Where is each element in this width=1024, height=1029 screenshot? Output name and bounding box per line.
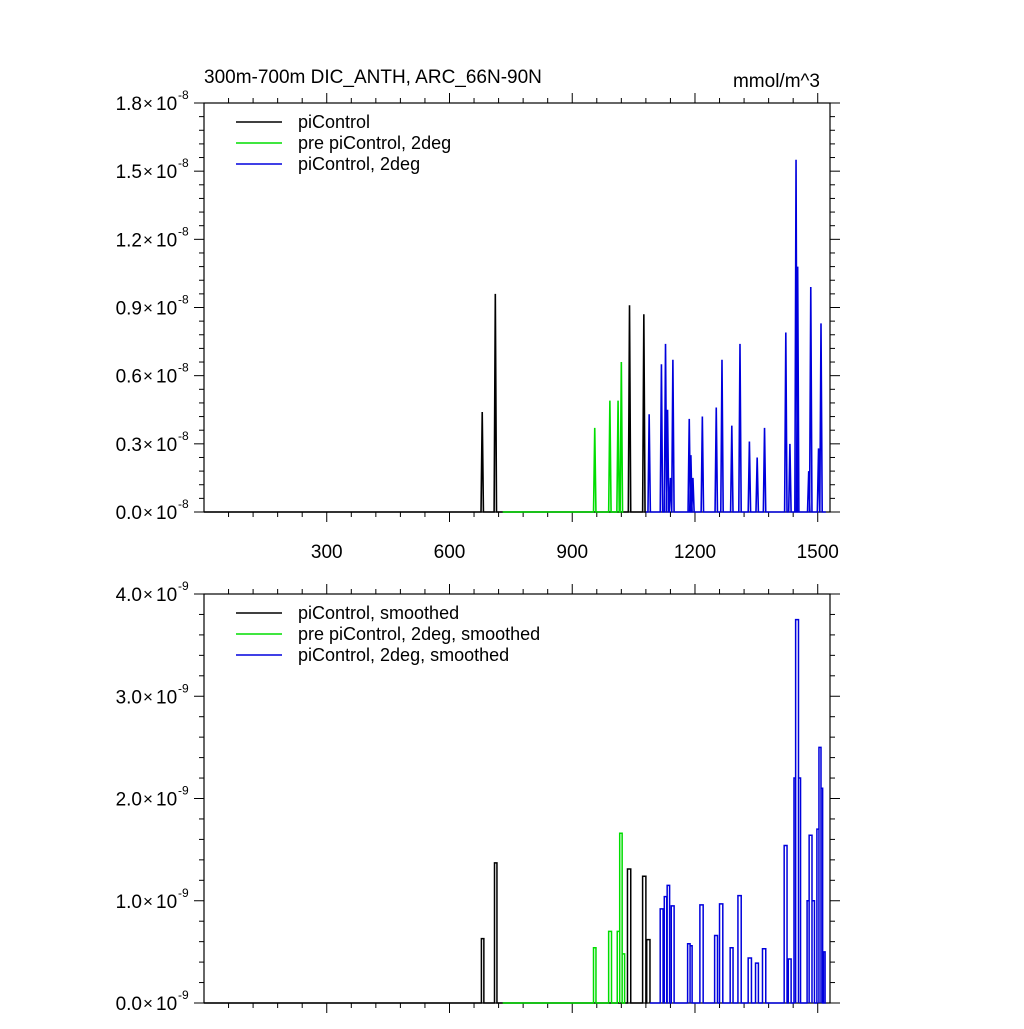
y-tick-base: 10 — [156, 434, 178, 456]
series-line — [204, 294, 646, 512]
y-tick-base: 10 — [156, 366, 178, 388]
y-tick-exponent: -9 — [178, 681, 189, 696]
x-tick-label: 1500 — [796, 542, 839, 563]
y-tick-exponent: -8 — [178, 497, 189, 511]
series-line — [503, 833, 625, 1003]
legend-label: piControl — [298, 112, 371, 132]
y-tick-label: 1.2 — [115, 230, 142, 252]
y-tick-times: × — [143, 994, 153, 1013]
top-panel — [116, 88, 840, 563]
x-tick-label: 300 — [310, 542, 343, 563]
y-tick-times: × — [143, 503, 153, 522]
legend-label: piControl, 2deg — [298, 154, 421, 174]
y-tick-label: 4.0 — [115, 585, 142, 606]
y-tick-times: × — [143, 891, 153, 911]
x-tick-label: 1200 — [673, 542, 717, 563]
series-1 — [503, 833, 625, 1003]
y-tick-base: 10 — [156, 687, 178, 709]
y-tick-times: × — [143, 162, 153, 182]
y-tick-base: 10 — [156, 162, 178, 184]
series-1 — [503, 362, 623, 512]
series-line — [204, 863, 650, 1003]
y-tick-times: × — [143, 366, 153, 386]
legend-label: piControl, smoothed — [298, 603, 460, 623]
y-tick-times: × — [143, 230, 153, 250]
y-tick-times: × — [143, 298, 153, 318]
y-tick-base: 10 — [156, 585, 178, 606]
y-tick-exponent: -8 — [178, 224, 189, 239]
series-2 — [646, 160, 826, 512]
y-tick-times: × — [143, 434, 153, 454]
series-0 — [204, 863, 650, 1003]
y-tick-label: 3.0 — [115, 687, 142, 709]
y-tick-exponent: -9 — [178, 988, 189, 1002]
legend-label: pre piControl, 2deg, smoothed — [298, 624, 541, 644]
y-tick-exponent: -8 — [178, 292, 189, 307]
series-0 — [204, 294, 646, 512]
legend-label: pre piControl, 2deg — [298, 133, 452, 153]
y-tick-exponent: -9 — [178, 783, 189, 798]
y-tick-label: 1.0 — [115, 891, 142, 913]
y-tick-label: 1.5 — [115, 162, 142, 184]
y-tick-base: 10 — [156, 994, 178, 1015]
y-tick-label: 0.3 — [115, 434, 142, 456]
y-tick-times: × — [143, 687, 153, 707]
chart-title: 300m-700m DIC_ANTH, ARC_66N-90N — [204, 67, 542, 88]
units-label: mmol/m^3 — [732, 71, 820, 92]
series-2 — [650, 620, 826, 1003]
bottom-panel — [116, 579, 840, 1015]
y-tick-label: 2.0 — [115, 789, 142, 811]
series-line — [646, 160, 826, 512]
y-tick-base: 10 — [156, 298, 178, 320]
x-tick-label: 900 — [556, 542, 589, 563]
y-tick-base: 10 — [156, 789, 178, 811]
series-line — [650, 620, 826, 1003]
y-tick-label: 0.0 — [115, 994, 142, 1015]
y-tick-exponent: -8 — [178, 428, 189, 443]
y-tick-base: 10 — [156, 503, 178, 524]
series-line — [503, 362, 623, 512]
y-tick-exponent: -9 — [178, 885, 189, 900]
x-tick-label: 600 — [433, 542, 466, 563]
legend-label: piControl, 2deg, smoothed — [298, 645, 510, 665]
y-tick-label: 0.9 — [115, 298, 142, 320]
y-tick-exponent: -9 — [178, 579, 189, 593]
y-tick-label: 1.8 — [115, 94, 142, 115]
y-tick-times: × — [143, 789, 153, 809]
y-tick-exponent: -8 — [178, 88, 189, 102]
y-tick-label: 0.0 — [115, 503, 142, 524]
y-tick-label: 0.6 — [115, 366, 142, 388]
y-tick-base: 10 — [156, 94, 178, 115]
y-tick-base: 10 — [156, 891, 178, 913]
y-tick-base: 10 — [156, 230, 178, 252]
y-tick-times: × — [143, 585, 153, 604]
y-tick-exponent: -8 — [178, 156, 189, 171]
y-tick-times: × — [143, 94, 153, 113]
y-tick-exponent: -8 — [178, 360, 189, 375]
